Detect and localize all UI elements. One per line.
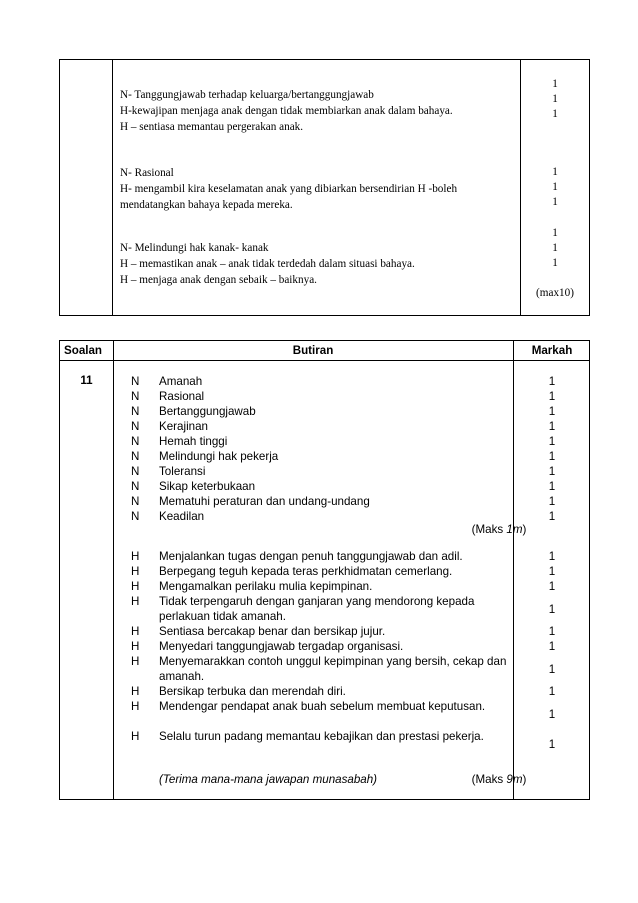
item-mark: 1: [548, 405, 556, 418]
item-text: Keadilan: [159, 510, 205, 523]
mark: 1: [552, 181, 558, 193]
item-text: Mendengar pendapat anak buah sebelum membuat keputusan.: [159, 700, 486, 713]
item-text: Mengamalkan perilaku mulia kepimpinan.: [159, 580, 373, 593]
answer-line: H-kewajipan menjaga anak dengan tidak membiarkan anak dalam bahaya.: [120, 105, 453, 117]
maks-value: 1m: [506, 523, 523, 536]
maks-suffix: ): [522, 773, 527, 786]
list-item: [113, 434, 591, 449]
item-code: H: [131, 640, 140, 653]
item-mark: 1: [548, 565, 556, 578]
list-item: [113, 549, 591, 564]
item-code: N: [131, 435, 140, 448]
item-code: H: [131, 625, 140, 638]
nilai-max-marks: [460, 522, 538, 537]
mark: 1: [552, 196, 558, 208]
item-text: Selalu turun padang memantau kebajikan dan prestasi pekerja.: [159, 730, 484, 743]
answer-block-tanggungjawab: [120, 87, 520, 135]
max-marks-label: (max10): [536, 287, 574, 299]
question-number: 11: [80, 374, 93, 387]
maks-value: 9m: [506, 773, 523, 786]
huraian-max-marks: [460, 772, 538, 787]
item-code: H: [131, 550, 140, 563]
item-mark: 1: [548, 495, 556, 508]
marks-block: [520, 165, 590, 210]
item-code: H: [131, 655, 140, 668]
item-text: Amanah: [159, 375, 203, 388]
list-item: [113, 594, 591, 624]
item-text: Bersikap terbuka dan merendah diri.: [159, 685, 346, 698]
item-mark: 1: [548, 625, 556, 638]
mark: 1: [552, 108, 558, 120]
previous-answer-table: [59, 59, 590, 316]
item-mark: 1: [548, 685, 556, 698]
item-mark: 1: [548, 435, 556, 448]
item-text: Toleransi: [159, 465, 206, 478]
list-item: [113, 449, 591, 464]
item-text: Sikap keterbukaan: [159, 480, 256, 493]
mark: 1: [552, 242, 558, 254]
list-item: [113, 684, 591, 699]
item-code: H: [131, 595, 140, 608]
answer-line: H – memastikan anak – anak tidak terdedah dalam situasi bahaya.: [120, 258, 415, 270]
item-code: N: [131, 450, 140, 463]
mark: 1: [552, 257, 558, 269]
item-text: Tidak terpengaruh dengan ganjaran yang mendorong kepada perlakuan tidak amanah.: [159, 595, 475, 623]
answer-line: H- mengambil kira keselamatan anak yang dibiarkan bersendirian H -boleh: [120, 183, 458, 195]
item-text: Hemah tinggi: [159, 435, 228, 448]
item-code: N: [131, 390, 140, 403]
list-item: [113, 404, 591, 419]
list-item: [113, 654, 591, 684]
item-mark: 1: [548, 420, 556, 433]
answer-line: N- Melindungi hak kanak- kanak: [120, 242, 269, 254]
item-code: H: [131, 580, 140, 593]
item-code: N: [131, 495, 140, 508]
header-divider: [60, 360, 589, 361]
item-code: N: [131, 465, 140, 478]
item-mark: 1: [548, 375, 556, 388]
list-item: [113, 464, 591, 479]
item-mark: 1: [548, 390, 556, 403]
item-code: N: [131, 510, 140, 523]
list-item: [113, 374, 591, 389]
item-mark: 1: [548, 465, 556, 478]
item-code: N: [131, 375, 140, 388]
item-text: Mematuhi peraturan dan undang-undang: [159, 495, 370, 508]
maks-prefix: (Maks: [471, 523, 507, 536]
item-code: N: [131, 405, 140, 418]
maks-prefix: (Maks: [471, 773, 507, 786]
answer-block-melindungi-hak: [120, 240, 520, 288]
list-item: [113, 419, 591, 434]
marks-block: [520, 77, 590, 122]
answer-line: H – menjaga anak dengan sebaik – baiknya.: [120, 274, 317, 286]
mark: 1: [552, 166, 558, 178]
item-text: Rasional: [159, 390, 205, 403]
item-code: H: [131, 730, 140, 743]
acceptance-note: (Terima mana-mana jawapan munasabah): [159, 773, 378, 786]
header-butiran: Butiran: [292, 344, 334, 357]
item-mark: 1: [548, 480, 556, 493]
item-text: Menyedari tanggungjawab tergadap organisasi.: [159, 640, 404, 653]
item-text: Berpegang teguh kepada teras perkhidmatan cemerlang.: [159, 565, 453, 578]
list-item: [113, 564, 591, 579]
list-item: [113, 494, 591, 509]
mark: 1: [552, 78, 558, 90]
item-text: Bertanggungjawab: [159, 405, 256, 418]
item-text: Kerajinan: [159, 420, 208, 433]
list-item: [113, 699, 591, 729]
list-item: [113, 729, 591, 759]
header-markah: Markah: [531, 344, 573, 357]
item-code: N: [131, 420, 140, 433]
answer-line: mendatangkan bahaya kepada mereka.: [120, 199, 293, 211]
answer-line: N- Rasional: [120, 167, 174, 179]
item-mark: 1: [548, 510, 556, 523]
nilai-list: [113, 374, 591, 524]
marks-block: [520, 226, 590, 271]
item-mark: 1: [548, 450, 556, 463]
list-item: [113, 624, 591, 639]
item-mark: 1: [548, 708, 556, 721]
item-code: N: [131, 480, 140, 493]
list-item: [113, 389, 591, 404]
item-mark: 1: [548, 580, 556, 593]
item-text: Menjalankan tugas dengan penuh tanggungjawab dan adil.: [159, 550, 463, 563]
item-text: Sentiasa bercakap benar dan bersikap jujur.: [159, 625, 386, 638]
column-divider: [112, 60, 113, 315]
item-mark: 1: [548, 738, 556, 751]
answer-line: H – sentiasa memantau pergerakan anak.: [120, 121, 304, 133]
item-code: H: [131, 685, 140, 698]
header-soalan: Soalan: [64, 344, 103, 357]
item-mark: 1: [548, 640, 556, 653]
item-mark: 1: [548, 663, 556, 676]
maks-suffix: ): [522, 523, 527, 536]
item-code: H: [131, 700, 140, 713]
item-text: Melindungi hak pekerja: [159, 450, 279, 463]
item-mark: 1: [548, 550, 556, 563]
mark: 1: [552, 227, 558, 239]
item-code: H: [131, 565, 140, 578]
huraian-list: [113, 549, 591, 759]
item-text: Menyemarakkan contoh unggul kepimpinan yang bersih, cekap dan amanah.: [159, 655, 507, 683]
answer-block-rasional: [120, 165, 520, 213]
marking-scheme-table: [59, 340, 590, 800]
mark: 1: [552, 93, 558, 105]
list-item: [113, 639, 591, 654]
list-item: [113, 579, 591, 594]
list-item: [113, 479, 591, 494]
item-mark: 1: [548, 603, 556, 616]
answer-line: N- Tanggungjawab terhadap keluarga/bertanggungjawab: [120, 89, 374, 101]
